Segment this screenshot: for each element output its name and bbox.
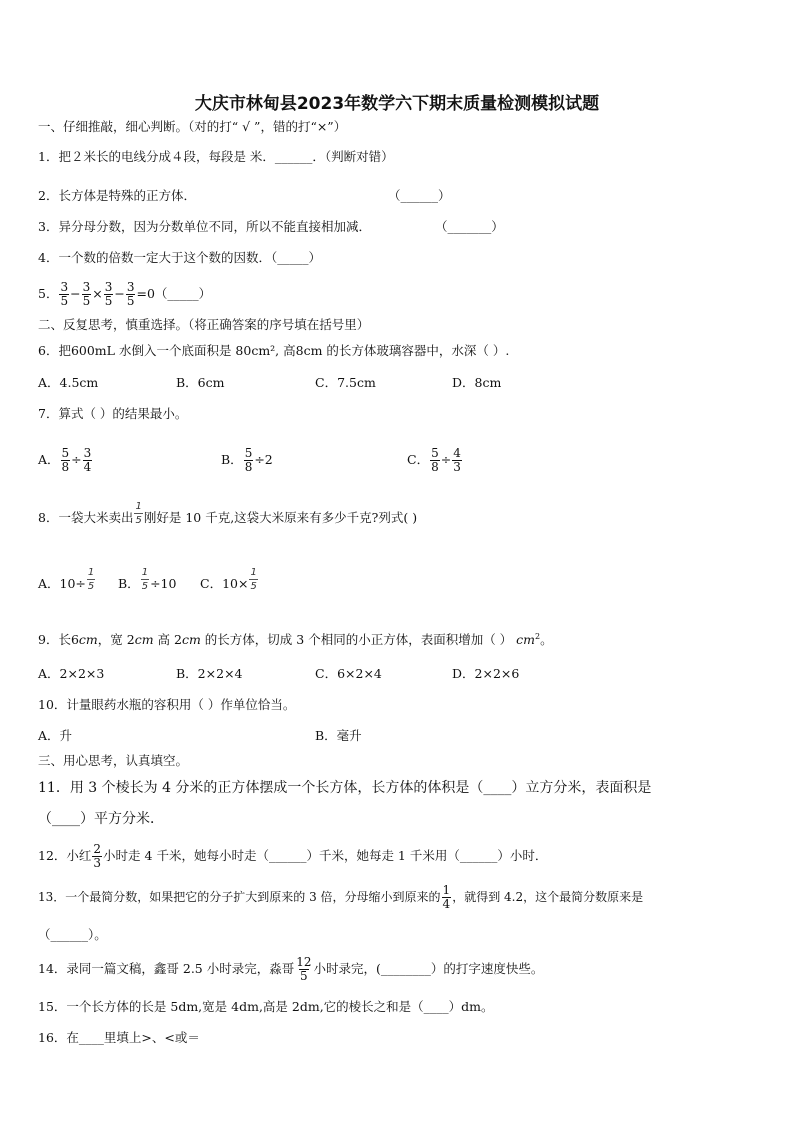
question-12-pre: 12．小红 [38, 848, 92, 863]
option-a [38, 566, 96, 602]
unit: cm [134, 632, 154, 648]
numerator: 1 [250, 567, 257, 578]
option-a: A．2×2×3 [38, 666, 105, 681]
operator: − [114, 286, 125, 301]
question-9-part: 9．长6 [38, 632, 79, 648]
question-8-post: 刚好是 10 千克,这袋大米原来有多少千克?列式( ) [143, 510, 418, 525]
option-c: C．7.5cm [315, 375, 376, 390]
unit: cm [78, 632, 98, 648]
fraction [442, 884, 452, 911]
option-b [118, 566, 176, 602]
numerator: 3 [82, 280, 91, 294]
denominator: 5 [135, 515, 142, 526]
numerator: 4 [453, 446, 461, 460]
option-b: B．毫升 [315, 728, 362, 743]
question-8-pre: 8．一袋大米卖出 [38, 510, 134, 525]
question-13-post: ，就得到 4.2，这个最简分数原来是 [452, 890, 644, 904]
question-5-tail: =0（_____） [136, 286, 212, 301]
fraction [82, 281, 92, 308]
question-7: 7．算式（ ）的结果最小。 [38, 406, 188, 421]
numerator: 3 [60, 280, 69, 294]
operator: − [70, 286, 81, 301]
denominator: 5 [300, 969, 308, 983]
question-9-part: ，宽 2 [97, 632, 135, 648]
question-5 [38, 276, 754, 312]
numerator: 1 [135, 501, 142, 512]
denominator: 5 [104, 294, 113, 308]
numerator: 3 [104, 280, 113, 294]
denominator: 8 [431, 460, 439, 474]
fraction [92, 843, 102, 870]
denominator: 3 [93, 856, 102, 870]
option-b [221, 442, 273, 478]
option-tail: ÷2 [254, 452, 273, 467]
option-c [407, 442, 463, 478]
question-9-part: 高 2 [153, 632, 182, 648]
denominator: 5 [87, 581, 95, 592]
question-3-text: 3．异分母分数，因为分数单位不同，所以不能直接相加减． [38, 219, 371, 234]
section-3-heading: 三、用心思考，认真填空。 [38, 753, 189, 768]
question-2-blank: （______） [388, 188, 451, 203]
option-label: A．10÷ [38, 576, 86, 591]
question-9-part: 的长方体，切成 3 个相同的小正方体，表面积增加（ ） [200, 632, 513, 648]
denominator: 8 [61, 460, 70, 474]
fraction [249, 566, 257, 593]
option-tail: ÷10 [150, 576, 177, 591]
numerator: 5 [244, 446, 253, 460]
denominator: 8 [244, 460, 253, 474]
fraction [126, 281, 136, 308]
question-2 [38, 188, 754, 204]
denominator: 5 [141, 581, 149, 592]
fraction [59, 281, 69, 308]
question-12-post: 小时走 4 千米，她每小时走（______）千米，她每走 1 千米用（______）小时． [103, 848, 548, 863]
option-a: A．升 [38, 728, 73, 743]
question-10: 10．计量眼药水瓶的容积用（ ）作单位恰当。 [38, 697, 296, 712]
question-8 [38, 500, 754, 536]
option-d: D．2×2×6 [452, 666, 520, 681]
numerator: 1 [87, 567, 95, 578]
denominator: 5 [60, 294, 69, 308]
question-1: 1．把２米长的电线分成４段，每段是 米．______．（判断对错） [38, 149, 394, 164]
fraction [295, 956, 312, 983]
question-14-pre: 14．录同一篇文稿，鑫哥 2.5 小时录完，淼哥 [38, 961, 295, 976]
option-a [38, 442, 93, 478]
option-label: A． [38, 452, 60, 467]
question-12 [38, 838, 754, 874]
fraction [244, 447, 254, 474]
question-2-text: 2．长方体是特殊的正方体． [38, 188, 196, 203]
question-13-pre: 13．一个最简分数，如果把它的分子扩大到原来的 3 倍，分母缩小到原来的 [38, 890, 441, 904]
option-d: D．8cm [452, 375, 502, 390]
denominator: 5 [82, 294, 91, 308]
question-3 [38, 219, 754, 235]
question-3-blank: （_______） [435, 219, 504, 234]
question-14-post: 小时录完，(________）的打字速度快些。 [313, 961, 544, 976]
numerator: 5 [431, 446, 439, 460]
fraction [87, 566, 95, 593]
question-5-label: 5． [38, 286, 59, 301]
option-a: A．4.5cm [38, 375, 99, 390]
question-11-line-1: 11．用 3 个棱长为 4 分米的正方体摆成一个长方体，长方体的体积是（____）立方分米，表面积是 [38, 780, 652, 796]
fraction [134, 500, 142, 527]
unit: cm [516, 632, 536, 648]
question-16: 16．在____里填上>、<或＝ [38, 1030, 200, 1045]
numerator: 3 [126, 280, 135, 294]
fraction [430, 447, 440, 474]
denominator: 4 [442, 897, 451, 911]
operator: × [92, 286, 103, 301]
unit: cm [181, 632, 201, 648]
question-13-line-2: （______）。 [38, 927, 107, 942]
fraction [104, 281, 114, 308]
fraction [141, 566, 149, 593]
section-1-heading: 一、仔细推敲，细心判断。（对的打“ √ ”，错的打“×”） [38, 119, 347, 134]
operator: ÷ [440, 452, 452, 467]
question-4: 4．一个数的倍数一定大于这个数的因数．（_____） [38, 250, 321, 265]
option-label: C．10× [200, 576, 249, 591]
denominator: 3 [453, 460, 461, 474]
option-label: B． [221, 452, 243, 467]
option-c: C．6×2×4 [315, 666, 382, 681]
option-b: B．2×2×4 [176, 666, 243, 681]
question-15: 15．一个长方体的长是 5dm,宽是 4dm,高是 2dm,它的棱长之和是（____）dm。 [38, 999, 494, 1014]
denominator: 5 [250, 581, 257, 592]
option-label: B． [118, 576, 140, 591]
question-11-line-2: （____）平方分米． [38, 811, 164, 827]
denominator: 4 [83, 460, 92, 474]
numerator: 1 [442, 883, 451, 897]
fraction [61, 447, 71, 474]
question-6: 6．把600mL 水倒入一个底面积是 80cm², 高8cm 的长方体玻璃容器中，水深（ ）. [38, 343, 510, 358]
denominator: 5 [126, 294, 135, 308]
question-9-end: 。 [540, 632, 553, 648]
section-2-heading: 二、反复思考，慎重选择。（将正确答案的序号填在括号里） [38, 317, 370, 332]
option-label: C． [407, 452, 430, 467]
question-14 [38, 951, 754, 987]
numerator: 5 [61, 446, 70, 460]
option-c [200, 566, 259, 602]
page-title: 大庆市林甸县2023年数学六下期末质量检测模拟试题 [194, 94, 600, 114]
question-9 [38, 629, 754, 648]
question-13 [38, 879, 754, 915]
numerator: 1 [141, 567, 149, 578]
numerator: 12 [296, 955, 312, 969]
numerator: 3 [83, 446, 92, 460]
option-b: B．6cm [176, 375, 225, 390]
operator: ÷ [71, 452, 82, 467]
fraction [452, 447, 462, 474]
numerator: 2 [93, 842, 102, 856]
fraction [83, 447, 93, 474]
exponent: 2 [535, 632, 541, 641]
